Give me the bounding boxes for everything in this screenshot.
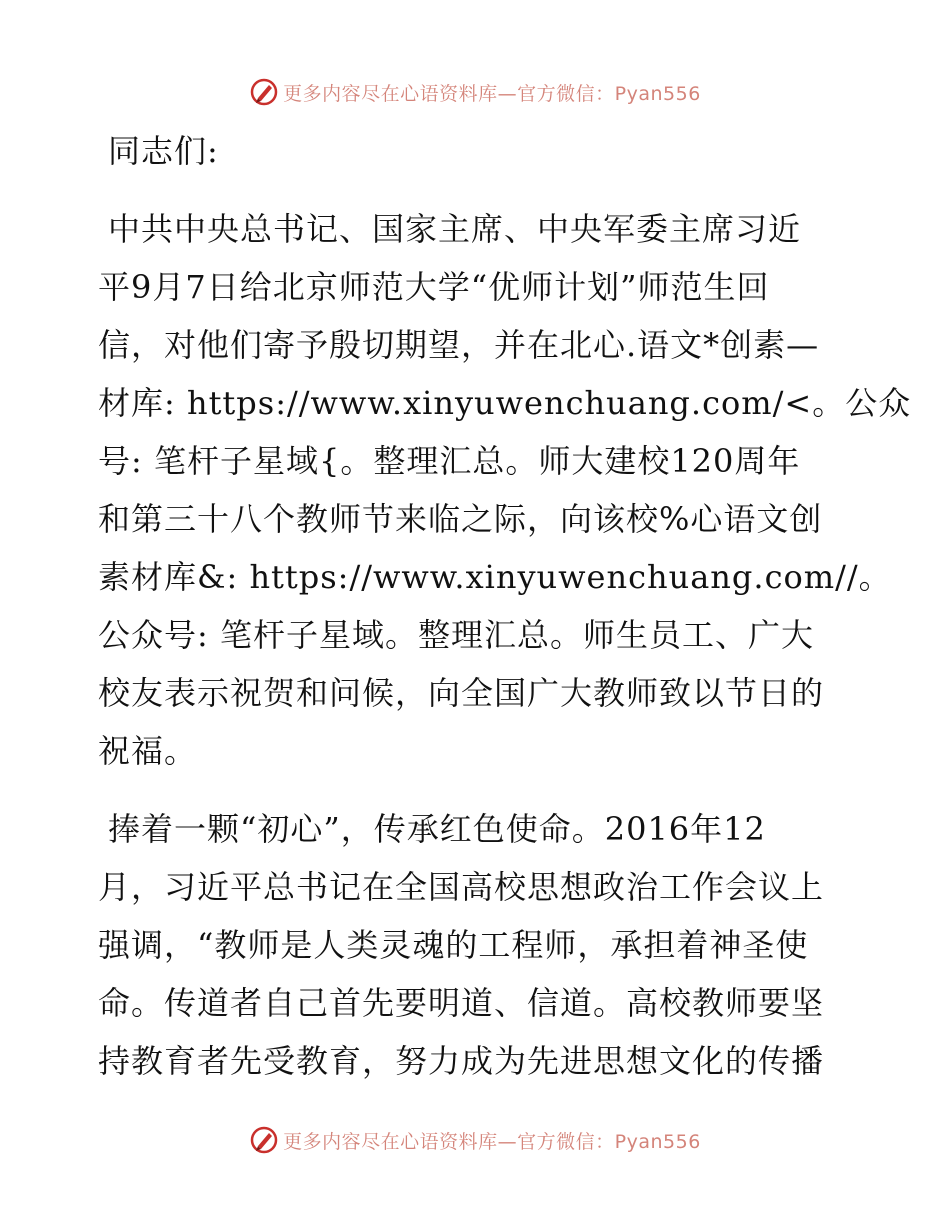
paragraph-2-line-3: 强调，“教师是人类灵魂的工程师，承担着神圣使 (98, 926, 809, 964)
paragraph-1-line-3: 信，对他们寄予殷切期望，并在北心.语文*创素— (98, 326, 820, 364)
paragraph-1-line-6: 和第三十八个教师节来临之际，向该校%心语文创 (98, 500, 823, 538)
paragraph-1-line-8: 公众号: 笔杆子星域。整理汇总。师生员工、广大 (98, 616, 814, 654)
paragraph-1-line-4: 材库: https://www.xinyuwenchuang.com/<。公众 (98, 384, 912, 422)
paragraph-1-line-10: 祝福。 (98, 732, 198, 770)
paragraph-2-line-1: 捧着一颗“初心”，传承红色使命。2016年12 (108, 810, 766, 848)
paragraph-1-line-1: 中共中央总书记、国家主席、中央军委主席习近 (108, 210, 802, 248)
pen-logo-icon (249, 77, 279, 107)
footer-banner (0, 1120, 950, 1160)
document-body (98, 122, 912, 1090)
paragraph-1-line-5: 号: 笔杆子星域{。整理汇总。师大建校120周年 (98, 442, 801, 480)
paragraph-2-line-4: 命。传道者自己首先要明道、信道。高校教师要坚 (98, 984, 825, 1022)
paragraph-1 (98, 200, 912, 780)
header-banner-text: 更多内容尽在心语资料库—官方微信：Pyan556 (283, 82, 701, 105)
paragraph-1-line-7: 素材库&: https://www.xinyuwenchuang.com//。 (98, 558, 892, 596)
footer-banner-text: 更多内容尽在心语资料库—官方微信：Pyan556 (283, 1130, 701, 1153)
paragraph-1-line-2: 平9月7日给北京师范大学“优师计划”师范生回 (98, 268, 770, 306)
paragraph-2-line-2: 月，习近平总书记在全国高校思想政治工作会议上 (98, 868, 825, 906)
paragraph-1-line-9: 校友表示祝贺和问候，向全国广大教师致以节日的 (98, 674, 825, 712)
paragraph-2-line-5: 持教育者先受教育，努力成为先进思想文化的传播 (98, 1042, 825, 1080)
pen-logo-icon (249, 1125, 279, 1155)
header-banner (0, 72, 950, 112)
paragraph-2 (98, 800, 858, 1090)
salutation: 同志们: (108, 132, 219, 170)
